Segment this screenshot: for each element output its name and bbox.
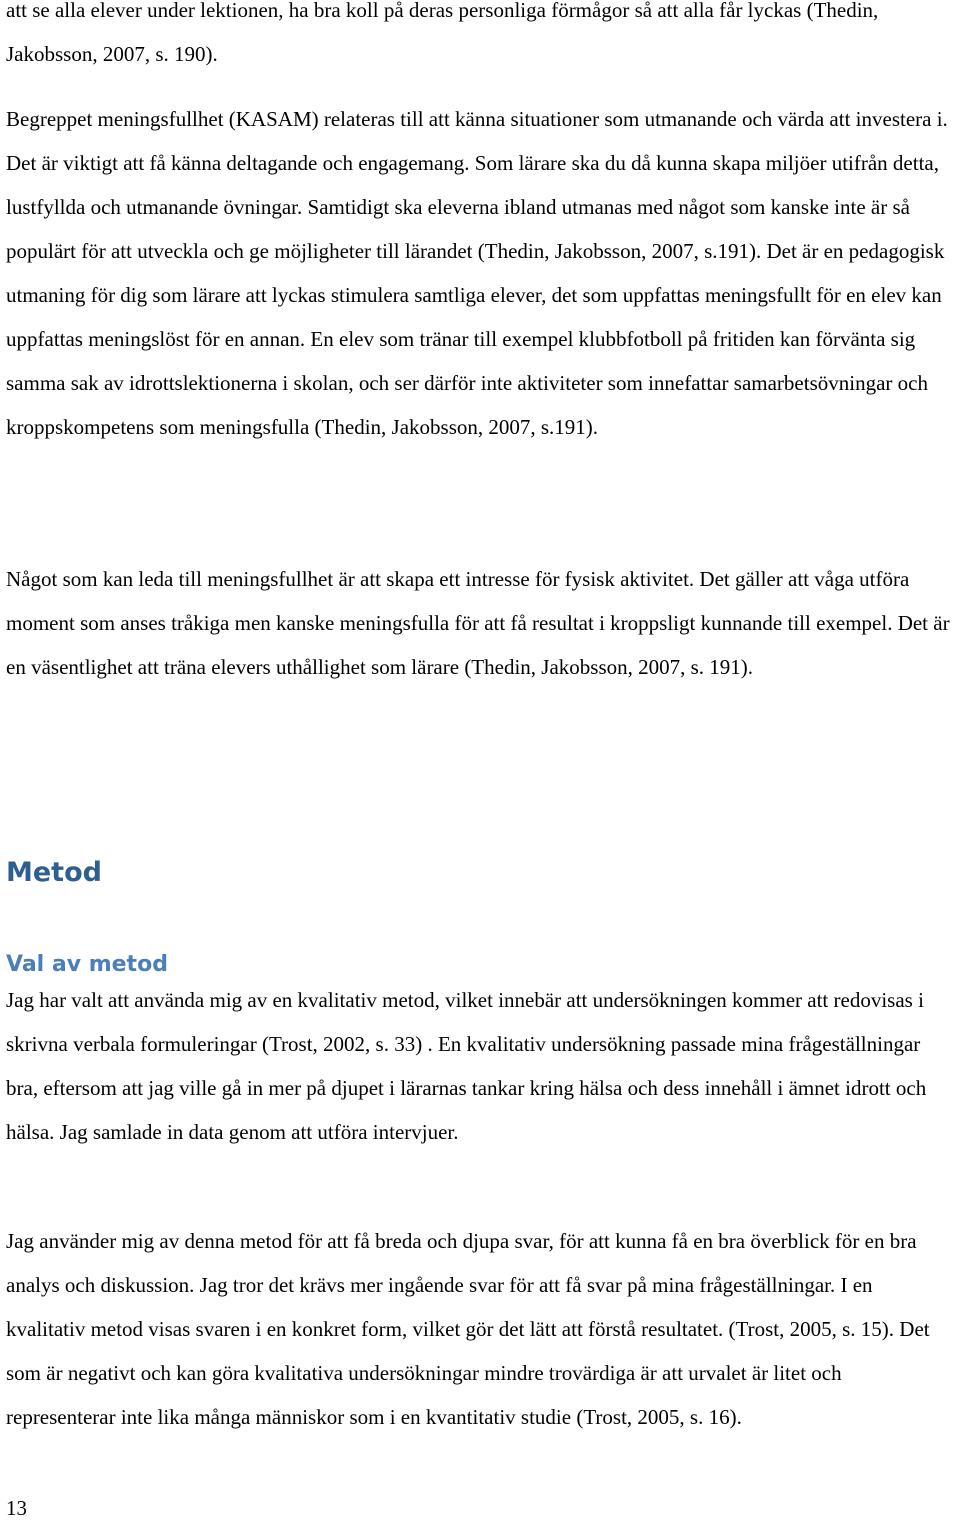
- subsection-heading-val-av-metod: Val av metod: [6, 952, 168, 977]
- paragraph-intro-continuation: att se alla elever under lektionen, ha bra koll på deras personliga förmågor så att alla får lyckas (Thedin, Jakobsson, 2007, s. 190).: [6, 0, 879, 66]
- paragraph-method-motivation: Jag använder mig av denna metod för att få breda och djupa svar, för att kunna få en bra överblick för en bra analys och diskussion. Jag tror det krävs mer ingående svar för att få svar på mina frågeställningar. I en kvalitativ metod visas svaren i en konkret form, vilket gör det lätt att förstå resultatet. (Trost, 2005, s. 15). Det som är negativt och kan göra kvalitativa undersökningar mindre trovärdiga är att urvalet är litet och representerar inte lika många människor som i en kvantitativ studie (Trost, 2005, s. 16).: [6, 1229, 930, 1429]
- paragraph-qualitative-method: Jag har valt att använda mig av en kvalitativ metod, vilket innebär att undersökningen kommer att redovisas i skrivna verbala formuleringar (Trost, 2002, s. 33) . En kvalitativ undersökning passade mina frågeställningar bra, eftersom att jag ville gå in mer på djupet i lärarnas tankar kring hälsa och dess innehåll i ämnet idrott och hälsa. Jag samlade in data genom att utföra intervjuer.: [6, 988, 927, 1144]
- paragraph-interest: Något som kan leda till meningsfullhet är att skapa ett intresse för fysisk aktivitet. Det gäller att våga utföra moment som anses tråkiga men kanske meningsfulla för att få resultat i kroppsligt kunnande till exempel. Det är en väsentlighet att träna elevers uthållighet som lärare (Thedin, Jakobsson, 2007, s. 191).: [6, 567, 950, 679]
- section-heading-metod: Metod: [6, 857, 102, 888]
- page-number: 13: [6, 1496, 27, 1520]
- paragraph-kasam: Begreppet meningsfullhet (KASAM) relateras till att känna situationer som utmanande och värda att investera i. Det är viktigt att få känna deltagande och engagemang. Som lärare ska du då kunna skapa miljöer utifrån detta, lustfyllda och utmanande övningar. Samtidigt ska eleverna ibland utmanas med något som kanske inte är så populärt för att utveckla och ge möjligheter till lärandet (Thedin, Jakobsson, 2007, s.191). Det är en pedagogisk utmaning för dig som lärare att lyckas stimulera samtliga elever, det som uppfattas meningsfullt för en elev kan uppfattas meningslöst för en annan. En elev som tränar till exempel klubbfotboll på fritiden kan förvänta sig samma sak av idrottslektionerna i skolan, och ser därför inte aktiviteter som innefattar samarbetsövningar och kroppskompetens som meningsfulla (Thedin, Jakobsson, 2007, s.191).: [6, 107, 948, 439]
